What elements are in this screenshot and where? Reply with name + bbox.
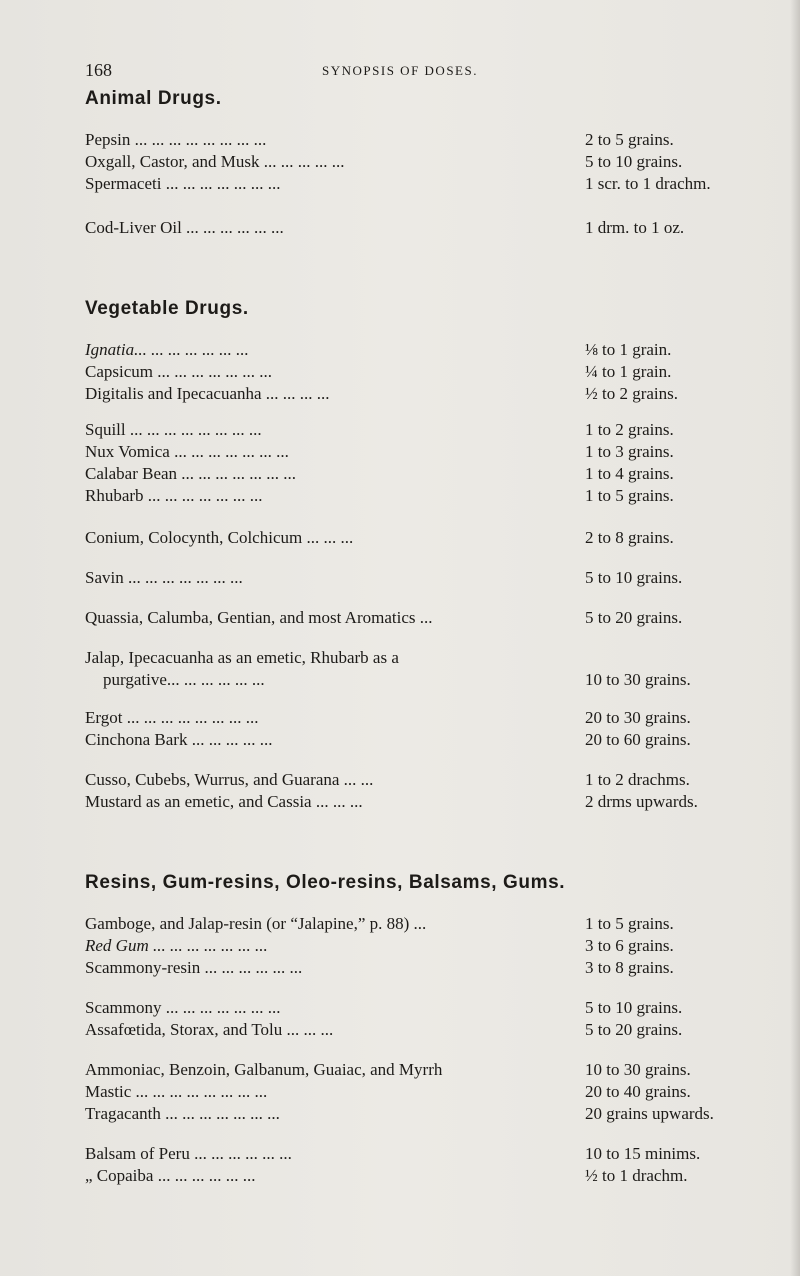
dose-row bbox=[85, 792, 745, 814]
dose-value: 20 to 40 grains. bbox=[585, 1082, 691, 1101]
drug-name: Gamboge, and Jalap-resin (or “Jalapine,” p. 88) ... bbox=[85, 914, 427, 933]
dose-value: ½ to 2 grains. bbox=[585, 384, 679, 403]
dose-value: 5 to 20 grains. bbox=[585, 608, 683, 627]
dose-row bbox=[85, 442, 745, 464]
drug-name: Calabar Bean ... ... ... ... ... ... ... bbox=[85, 464, 297, 483]
drug-name: Ammoniac, Benzoin, Galbanum, Guaiac, and Myrrh bbox=[85, 1060, 443, 1079]
dose-row bbox=[85, 420, 745, 442]
drug-name: Tragacanth ... ... ... ... ... ... ... bbox=[85, 1104, 280, 1123]
dose-value: 1 to 3 grains. bbox=[585, 442, 674, 461]
dose-row bbox=[85, 1082, 745, 1104]
drug-name: Cod-Liver Oil ... ... ... ... ... ... bbox=[85, 218, 284, 237]
dose-value: 1 to 2 drachms. bbox=[585, 770, 690, 789]
section-title-resins: Resins, Gum-resins, Oleo-resins, Balsams, Gums. bbox=[85, 872, 566, 893]
dose-row bbox=[85, 914, 745, 936]
dose-row bbox=[85, 958, 745, 980]
drug-name: Ignatia... ... ... ... ... ... ... bbox=[85, 340, 249, 359]
dose-row bbox=[85, 608, 745, 630]
dose-value: 1 to 4 grains. bbox=[585, 464, 674, 483]
dose-row bbox=[85, 1104, 745, 1126]
dose-row bbox=[85, 770, 745, 792]
drug-name: Assafœtida, Storax, and Tolu ... ... ... bbox=[85, 1020, 334, 1039]
dose-row bbox=[85, 936, 745, 958]
drug-name: Ergot ... ... ... ... ... ... ... ... bbox=[85, 708, 259, 727]
drug-name: Savin ... ... ... ... ... ... ... bbox=[85, 568, 243, 587]
dose-value: 5 to 10 grains. bbox=[585, 568, 683, 587]
drug-name: Digitalis and Ipecacuanha ... ... ... ... bbox=[85, 384, 330, 403]
drug-name: Scammony ... ... ... ... ... ... ... bbox=[85, 998, 281, 1017]
dose-row bbox=[85, 340, 745, 362]
dose-value: 20 to 60 grains. bbox=[585, 730, 691, 749]
dose-value: 20 grains upwards. bbox=[585, 1104, 714, 1123]
dose-row bbox=[85, 362, 745, 384]
dose-value: 10 to 30 grains. bbox=[585, 1060, 691, 1079]
dose-row-wrapped bbox=[85, 648, 745, 689]
dose-row bbox=[85, 568, 745, 590]
dose-value: 1 drm. to 1 oz. bbox=[585, 218, 685, 237]
dose-row bbox=[85, 486, 745, 508]
dose-value: 1 to 5 grains. bbox=[585, 486, 674, 505]
dose-value: 2 to 8 grains. bbox=[585, 528, 674, 547]
drug-name: Cusso, Cubebs, Wurrus, and Guarana ... ... bbox=[85, 770, 374, 789]
dose-value: 5 to 20 grains. bbox=[585, 1020, 683, 1039]
drug-name: Capsicum ... ... ... ... ... ... ... bbox=[85, 362, 272, 381]
drug-name: Oxgall, Castor, and Musk ... ... ... ... ... bbox=[85, 152, 345, 171]
dose-value: 20 to 30 grains. bbox=[585, 708, 691, 727]
section-title-animal-drugs: Animal Drugs. bbox=[85, 88, 222, 109]
dose-row bbox=[85, 130, 745, 152]
drug-name: Scammony-resin ... ... ... ... ... ... bbox=[85, 958, 303, 977]
dose-value: 1 to 5 grains. bbox=[585, 914, 674, 933]
dose-row bbox=[85, 1060, 745, 1082]
dose-value: 1 to 2 grains. bbox=[585, 420, 674, 439]
drug-name: Rhubarb ... ... ... ... ... ... ... bbox=[85, 486, 263, 505]
page-edge-shadow bbox=[790, 0, 800, 1276]
dose-value: 3 to 8 grains. bbox=[585, 958, 674, 977]
drug-name: Pepsin ... ... ... ... ... ... ... ... bbox=[85, 130, 267, 149]
dose-value: 5 to 10 grains. bbox=[585, 152, 683, 171]
drug-name: Balsam of Peru ... ... ... ... ... ... bbox=[85, 1144, 292, 1163]
dose-row bbox=[85, 708, 745, 730]
dose-value: 1 scr. to 1 drachm. bbox=[585, 174, 711, 193]
dose-row bbox=[85, 998, 745, 1020]
dose-value: 2 drms upwards. bbox=[585, 792, 698, 811]
dose-value: 10 to 30 grains. bbox=[585, 670, 691, 689]
dose-row bbox=[85, 384, 745, 406]
drug-name: Red Gum ... ... ... ... ... ... ... bbox=[85, 936, 268, 955]
dose-row bbox=[85, 1144, 745, 1166]
dose-row bbox=[85, 1166, 745, 1188]
drug-name: Mustard as an emetic, and Cassia ... ... ... bbox=[85, 792, 363, 811]
dose-value: ½ to 1 drachm. bbox=[585, 1166, 688, 1185]
drug-name: Quassia, Calumba, Gentian, and most Aromatics ... bbox=[85, 608, 433, 627]
dose-value: ⅛ to 1 grain. bbox=[585, 340, 672, 359]
dose-value: 10 to 15 minims. bbox=[585, 1144, 701, 1163]
running-title: SYNOPSIS OF DOSES. bbox=[322, 63, 478, 78]
dose-value: ¼ to 1 grain. bbox=[585, 362, 672, 381]
dose-row bbox=[85, 1020, 745, 1042]
dose-value: 5 to 10 grains. bbox=[585, 998, 683, 1017]
dose-value: 3 to 6 grains. bbox=[585, 936, 674, 955]
drug-name-continuation: purgative... ... ... ... ... ... bbox=[103, 670, 265, 689]
dose-row bbox=[85, 218, 745, 240]
section-title-vegetable-drugs: Vegetable Drugs. bbox=[85, 298, 249, 319]
dose-row bbox=[85, 152, 745, 174]
drug-name: Jalap, Ipecacuanha as an emetic, Rhubarb as a bbox=[85, 648, 399, 667]
drug-name: Nux Vomica ... ... ... ... ... ... ... bbox=[85, 442, 289, 461]
dose-row bbox=[85, 730, 745, 752]
drug-name: „ Copaiba ... ... ... ... ... ... bbox=[85, 1166, 256, 1185]
drug-name: Mastic ... ... ... ... ... ... ... ... bbox=[85, 1082, 268, 1101]
drug-name: Squill ... ... ... ... ... ... ... ... bbox=[85, 420, 262, 439]
dose-row bbox=[85, 528, 745, 550]
dose-row bbox=[85, 174, 745, 196]
dose-value: 2 to 5 grains. bbox=[585, 130, 674, 149]
drug-name: Spermaceti ... ... ... ... ... ... ... bbox=[85, 174, 281, 193]
drug-name: Cinchona Bark ... ... ... ... ... bbox=[85, 730, 273, 749]
page-header bbox=[0, 60, 800, 82]
dose-row bbox=[85, 464, 745, 486]
drug-name: Conium, Colocynth, Colchicum ... ... ... bbox=[85, 528, 354, 547]
page-number: 168 bbox=[85, 60, 112, 80]
